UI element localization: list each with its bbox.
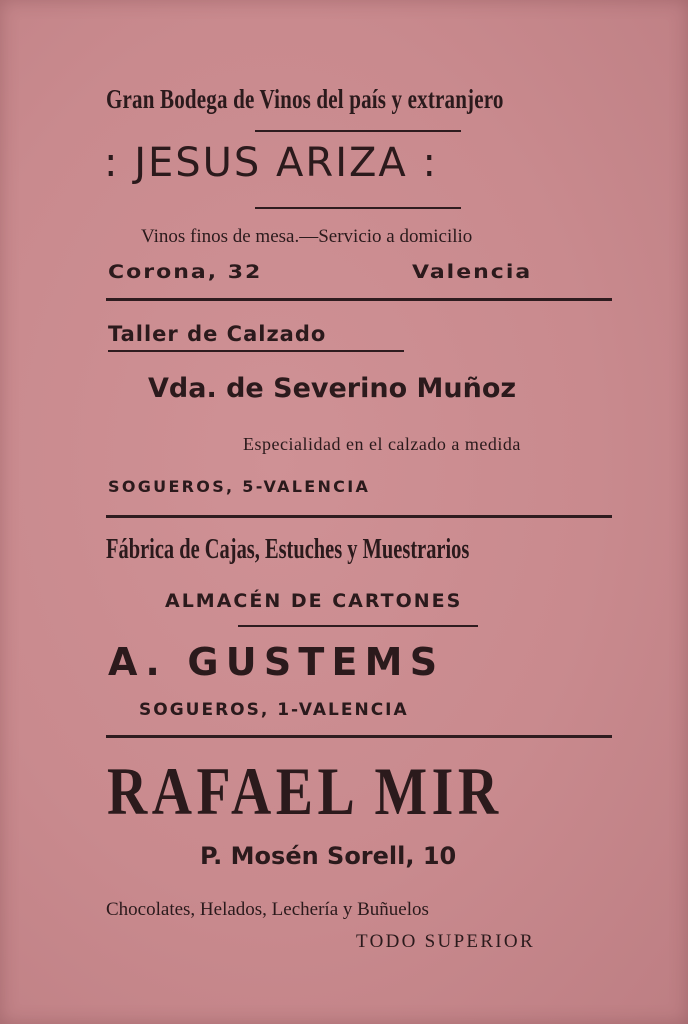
gustems-heading: Fábrica de Cajas, Estuches y Muestrarios: [106, 534, 470, 565]
munoz-address: SOGUEROS, 5-VALENCIA: [108, 477, 371, 496]
ariza-city: Valencia: [412, 261, 533, 284]
divider: [255, 130, 461, 132]
divider: [238, 625, 478, 627]
gustems-name: A. GUSTEMS: [108, 640, 445, 684]
ariza-name: : JESUS ARIZA :: [104, 140, 438, 186]
divider: [106, 298, 612, 301]
mir-slogan: TODO SUPERIOR: [356, 931, 535, 952]
divider: [106, 735, 612, 738]
ariza-street: Corona, 32: [108, 261, 263, 284]
divider: [108, 350, 404, 352]
munoz-heading: Taller de Calzado: [108, 322, 327, 346]
mir-address: P. Mosén Sorell, 10: [200, 842, 457, 870]
mir-products: Chocolates, Helados, Lechería y Buñuelos: [106, 899, 429, 920]
ariza-tagline: Vinos finos de mesa.—Servicio a domicilio: [141, 226, 473, 247]
divider: [255, 207, 461, 209]
munoz-name: Vda. de Severino Muñoz: [148, 373, 517, 404]
divider: [106, 515, 612, 518]
munoz-tagline: Especialidad en el calzado a medida: [243, 434, 521, 454]
gustems-subheading: ALMACÉN DE CARTONES: [165, 590, 463, 612]
gustems-address: SOGUEROS, 1-VALENCIA: [139, 700, 409, 720]
ariza-heading: Gran Bodega de Vinos del país y extranjero: [106, 84, 504, 114]
mir-name: RAFAEL MIR: [107, 753, 503, 829]
